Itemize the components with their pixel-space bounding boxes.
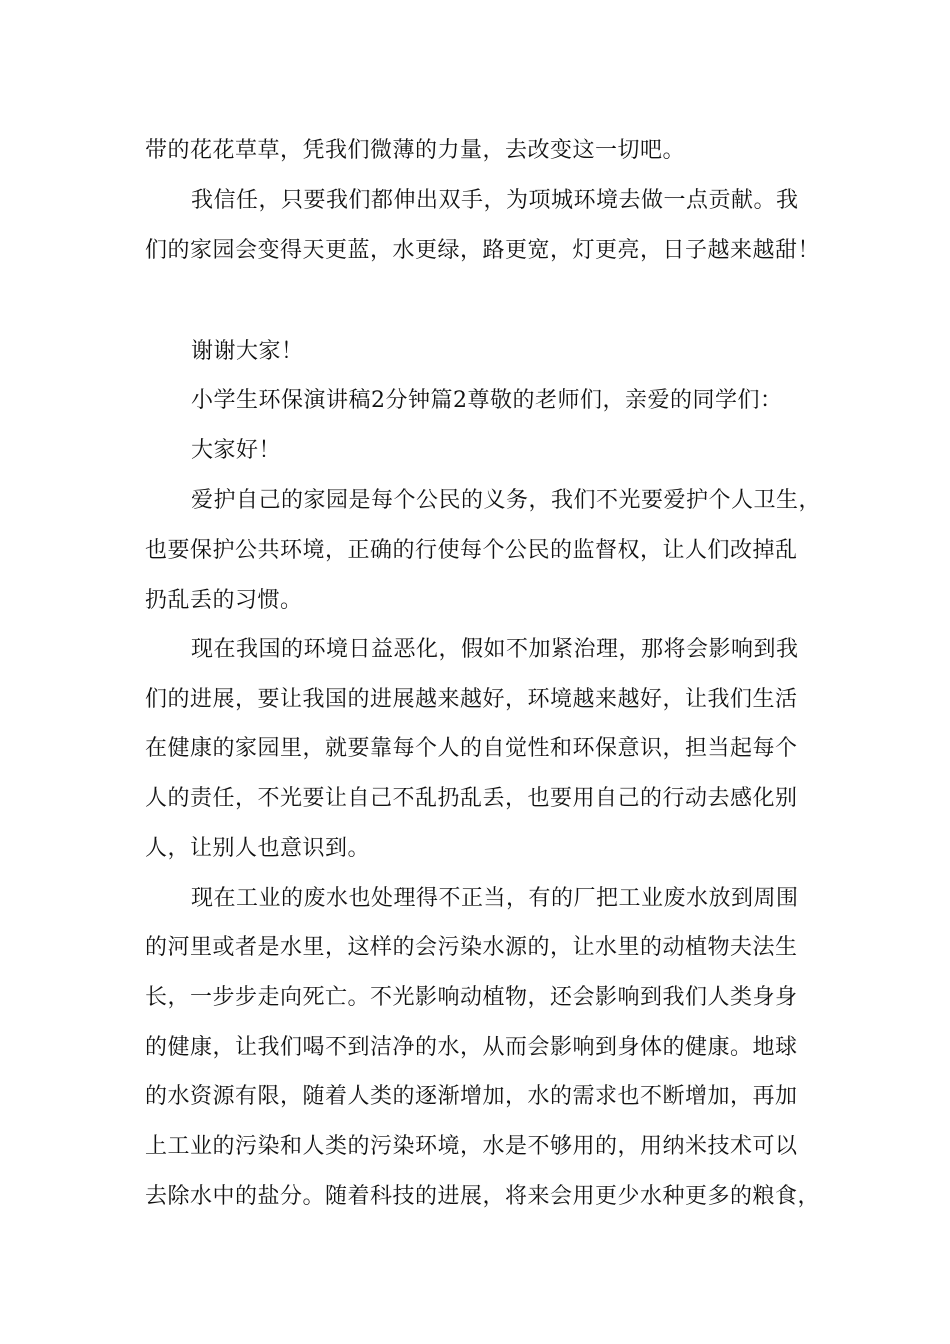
text-line: 我信任，只要我们都伸出双手，为项城环境去做一点贡献。我 [191, 188, 799, 213]
text-line: 们的家园会变得天更蓝，水更绿，路更宽，灯更亮，日子越来越甜！ [145, 238, 821, 263]
text-line: 们的进展，要让我国的进展越来越好，环境越来越好，让我们生活 [145, 687, 798, 712]
text-line: 小学生环保演讲稿2分钟篇2尊敬的老师们，亲爱的同学们： [191, 388, 783, 413]
text-line: 现在我国的环境日益恶化，假如不加紧治理，那将会影响到我 [191, 637, 799, 662]
text-line: 谢谢大家！ [191, 339, 304, 364]
text-line: 的河里或者是水里，这样的会污染水源的，让水里的动植物夫法生 [145, 935, 798, 960]
text-line: 现在工业的废水也处理得不正当，有的厂把工业废水放到周围 [191, 886, 799, 911]
text-line: 去除水中的盐分。随着科技的进展，将来会用更少水种更多的粮食， [145, 1184, 821, 1209]
text-line: 的水资源有限，随着人类的逐渐增加，水的需求也不断增加，再加 [145, 1084, 798, 1109]
text-line: 的健康，让我们喝不到洁净的水，从而会影响到身体的健康。地球 [145, 1035, 798, 1060]
text-line: 长，一步步走向死亡。不光影响动植物，还会影响到我们人类身身 [145, 985, 798, 1010]
text-line: 扔乱丢的习惯。 [145, 588, 303, 613]
text-line: 也要保护公共环境，正确的行使每个公民的监督权，让人们改掉乱 [145, 538, 798, 563]
text-line: 爱护自己的家园是每个公民的义务，我们不光要爱护个人卫生， [191, 488, 822, 513]
text-line: 大家好！ [191, 438, 282, 463]
text-line: 人，让别人也意识到。 [145, 836, 371, 861]
text-line: 人的责任，不光要让自己不乱扔乱丢，也要用自己的行动去感化别 [145, 786, 798, 811]
text-line: 在健康的家园里，就要靠每个人的自觉性和环保意识，担当起每个 [145, 736, 798, 761]
text-line: 上工业的污染和人类的污染环境，水是不够用的，用纳米技术可以 [145, 1134, 798, 1159]
text-line: 带的花花草草，凭我们微薄的力量，去改变这一切吧。 [145, 138, 686, 163]
